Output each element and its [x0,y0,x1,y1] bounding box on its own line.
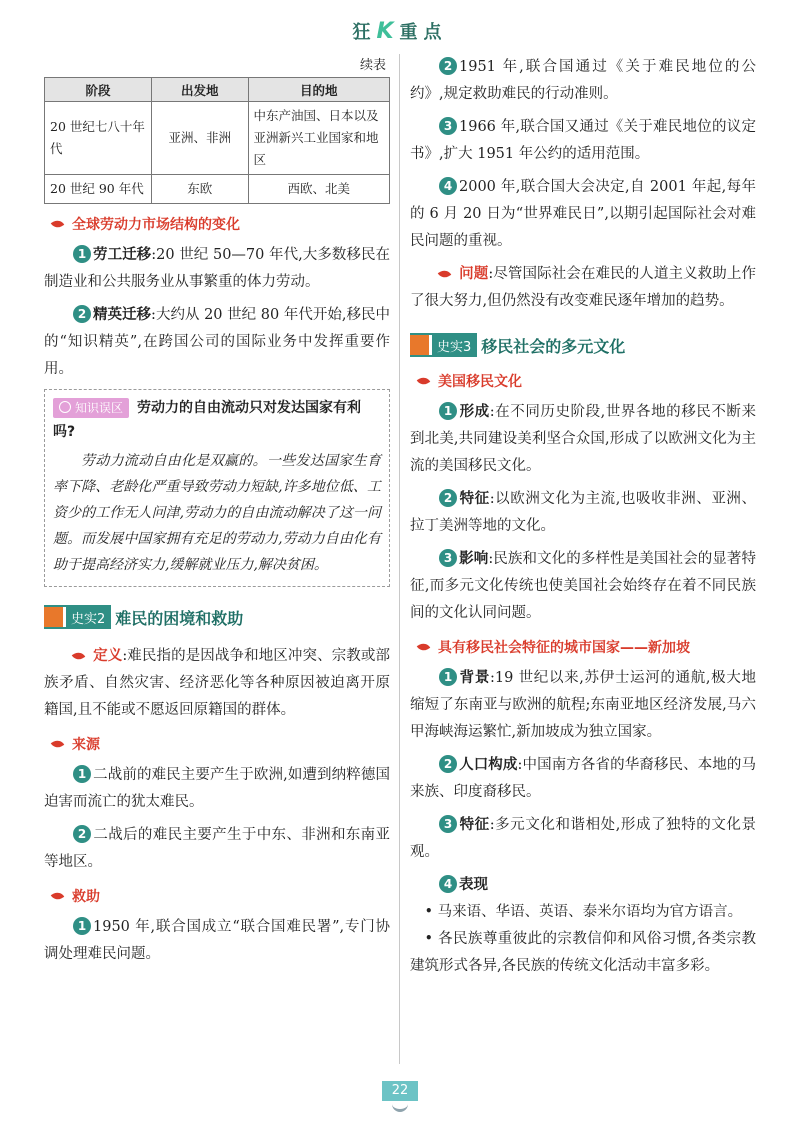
us-culture-heading [418,371,756,391]
number-badge: 3 [439,117,457,135]
number-badge: 2 [73,305,91,323]
us-item [410,399,756,480]
table-cell: 西欧、北美 [248,175,389,204]
number-badge: 1 [439,668,457,686]
number-badge: 2 [439,755,457,773]
misconception-tag [53,398,129,418]
table-header-row [45,78,390,102]
sg-item-text: :多元文化和谐相处,形成了独特的文化景观。 [410,817,756,860]
source-heading-text: 来源 [72,737,100,753]
table-cell: 20 世纪 90 年代 [45,175,152,204]
sg-item-text: :中国南方各省的华裔移民、本地的马来族、印度裔移民。 [410,757,757,800]
table-continued-label: 续表 [359,58,386,73]
aid-item [410,114,756,168]
topic3-tag [410,333,477,357]
aid-heading [52,886,390,906]
table-cell: 20 世纪七八十年代 [45,102,152,175]
clock-icon [59,401,71,413]
sg-item [410,665,756,746]
bird-icon [392,1104,408,1112]
number-badge: 2 [73,825,91,843]
definition-label: 定义 [93,648,123,664]
number-badge: 4 [439,875,457,893]
labor-heading [52,214,390,234]
table-row [45,175,390,204]
sg-item-label: 表现 [459,877,488,893]
topic3-tag-text: 史实3 [437,339,472,355]
source-text: 二战后的难民主要产生于中东、非洲和东南亚等地区。 [44,827,390,870]
bullet-item: • 马来语、华语、英语、泰米尔语均为官方语言。 [424,904,743,920]
misconception-body: 劳动力流动自由化是双赢的。一些发达国家生育率下降、老龄化严重导致劳动力短缺,许多地位低、工资少的工作无人问津,劳动力的自由流动解决了这一问题。而发展中国家拥有充足的劳动力,劳动力自由化有助于提高经济实力,缓解就业压力,解决贫困。 [53,453,381,573]
singapore-heading-text: 具有移民社会特征的城市国家——新加坡 [438,640,690,656]
sg-item [410,752,756,806]
number-badge: 1 [73,917,91,935]
number-badge: 2 [439,489,457,507]
topic2-header [44,605,390,629]
refugee-problem [410,261,756,315]
number-badge: 1 [439,402,457,420]
topic2-title: 难民的困境和救助 [115,608,244,628]
us-item [410,486,756,540]
source-item [44,762,390,816]
aid-heading-text: 救助 [72,889,100,905]
sg-item [410,872,756,899]
number-badge: 1 [73,245,91,263]
leaf-icon [72,650,86,662]
aid-text: 2000 年,联合国大会决定,自 2001 年起,每年的 6 月 20 日为“世界难民日”,以期引起国际社会对难民问题的重视。 [410,179,756,249]
us-item-text: :在不同历史阶段,世界各地的移民不断来到北美,共同建设美利坚合众国,形成了以欧洲文化为主流的美国移民文化。 [410,404,756,474]
us-item-label: 形成 [459,404,490,420]
book-icon [410,335,432,355]
header-k: K [376,19,400,44]
us-culture-heading-text: 美国移民文化 [438,374,522,390]
migration-table [44,77,390,204]
singapore-heading [418,637,756,657]
leaf-icon [51,890,65,902]
aid-text: 1950 年,联合国成立“联合国难民署”,专门协调处理难民问题。 [44,919,390,962]
number-badge: 3 [439,549,457,567]
table-header-cell: 目的地 [248,78,389,102]
refugee-definition [44,643,390,724]
topic2-tag [44,605,111,629]
topic3-title: 移民社会的多元文化 [481,336,626,356]
topic3-header [410,333,756,357]
us-item [410,546,756,627]
labor-item-text: :大约从 20 世纪 80 年代开始,移民中的“知识精英”,在跨国公司的国际业务中发挥重要作用。 [44,307,390,377]
number-badge: 4 [439,177,457,195]
right-column [410,54,756,980]
definition-text: :难民指的是因战争和地区冲突、宗教或部族矛盾、自然灾害、经济恶化等各种原因被迫离开原籍国,且不能或不愿返回原籍国的群体。 [44,648,391,718]
us-item-label: 特征 [459,491,490,507]
sg-item-label: 背景 [459,670,490,686]
aid-item [410,174,756,255]
number-badge: 1 [73,765,91,783]
labor-heading-text: 全球劳动力市场结构的变化 [72,217,240,233]
leaf-icon [417,641,431,653]
sg-item-text: :19 世纪以来,苏伊士运河的通航,极大地缩短了东南亚与欧洲的航程;东南亚地区经济发展,马六甲海峡海运繁忙,新加坡成为独立国家。 [410,670,756,740]
labor-item-text: :20 世纪 50—70 年代,大多数移民在制造业和公共服务业从事繁重的体力劳动。 [44,247,390,290]
us-item-label: 影响 [459,551,489,567]
sg-item-label: 人口构成 [459,757,518,773]
us-item-text: :民族和文化的多样性是美国社会的显著特征,而多元文化传统也使美国社会始终存在着不同民族间的文化认同问题。 [410,551,757,621]
aid-item [410,54,756,108]
source-text: 二战前的难民主要产生于欧洲,如遭到纳粹德国迫害而流亡的犹太难民。 [44,767,390,810]
sg-item [410,812,756,866]
aid-item [44,914,390,968]
misconception-title: 劳动力的自由流动只对发达国家有利吗? [53,400,362,440]
sg-item-label: 特征 [459,817,490,833]
source-item [44,822,390,876]
table-header-cell: 阶段 [45,78,152,102]
header-suffix: 重点 [399,22,448,43]
number-badge: 3 [439,815,457,833]
topic2-tag-text: 史实2 [71,611,106,627]
book-icon [44,607,66,627]
problem-label: 问题 [459,266,489,282]
leaf-icon [438,268,452,280]
left-column [44,54,390,974]
aid-text: 1951 年,联合国通过《关于难民地位的公约》,规定救助难民的行动准则。 [410,59,756,102]
page-header [0,18,800,44]
column-divider [399,54,400,1064]
labor-item [44,242,390,296]
leaf-icon [417,375,431,387]
table-cell: 东欧 [151,175,248,204]
table-header-cell: 出发地 [151,78,248,102]
leaf-icon [51,738,65,750]
labor-item [44,302,390,383]
number-badge: 2 [439,57,457,75]
problem-text: :尽管国际社会在难民的人道主义救助上作了很大努力,但仍然没有改变难民逐年增加的趋势。 [410,266,757,309]
misconception-head [53,396,381,444]
table-cell: 亚洲、非洲 [151,102,248,175]
aid-text: 1966 年,联合国又通过《关于难民地位的议定书》,扩大 1951 年公约的适用范围。 [410,119,756,162]
misconception-box [44,389,390,587]
table-cell: 中东产油国、日本以及亚洲新兴工业国家和地区 [248,102,389,175]
us-item-text: :以欧洲文化为主流,也吸收非洲、亚洲、拉丁美洲等地的文化。 [410,491,756,534]
misconception-tag-text: 知识误区 [75,401,124,415]
leaf-icon [51,218,65,230]
page-number: 22 [382,1081,418,1101]
table-row [45,102,390,175]
labor-item-label: 精英迁移 [93,307,152,323]
header-prefix: 狂 [352,22,377,43]
source-heading [52,734,390,754]
bullet-item: • 各民族尊重彼此的宗教信仰和风俗习惯,各类宗教建筑形式各异,各民族的传统文化活动丰富多彩。 [410,931,756,974]
labor-item-label: 劳工迁移 [93,247,152,263]
